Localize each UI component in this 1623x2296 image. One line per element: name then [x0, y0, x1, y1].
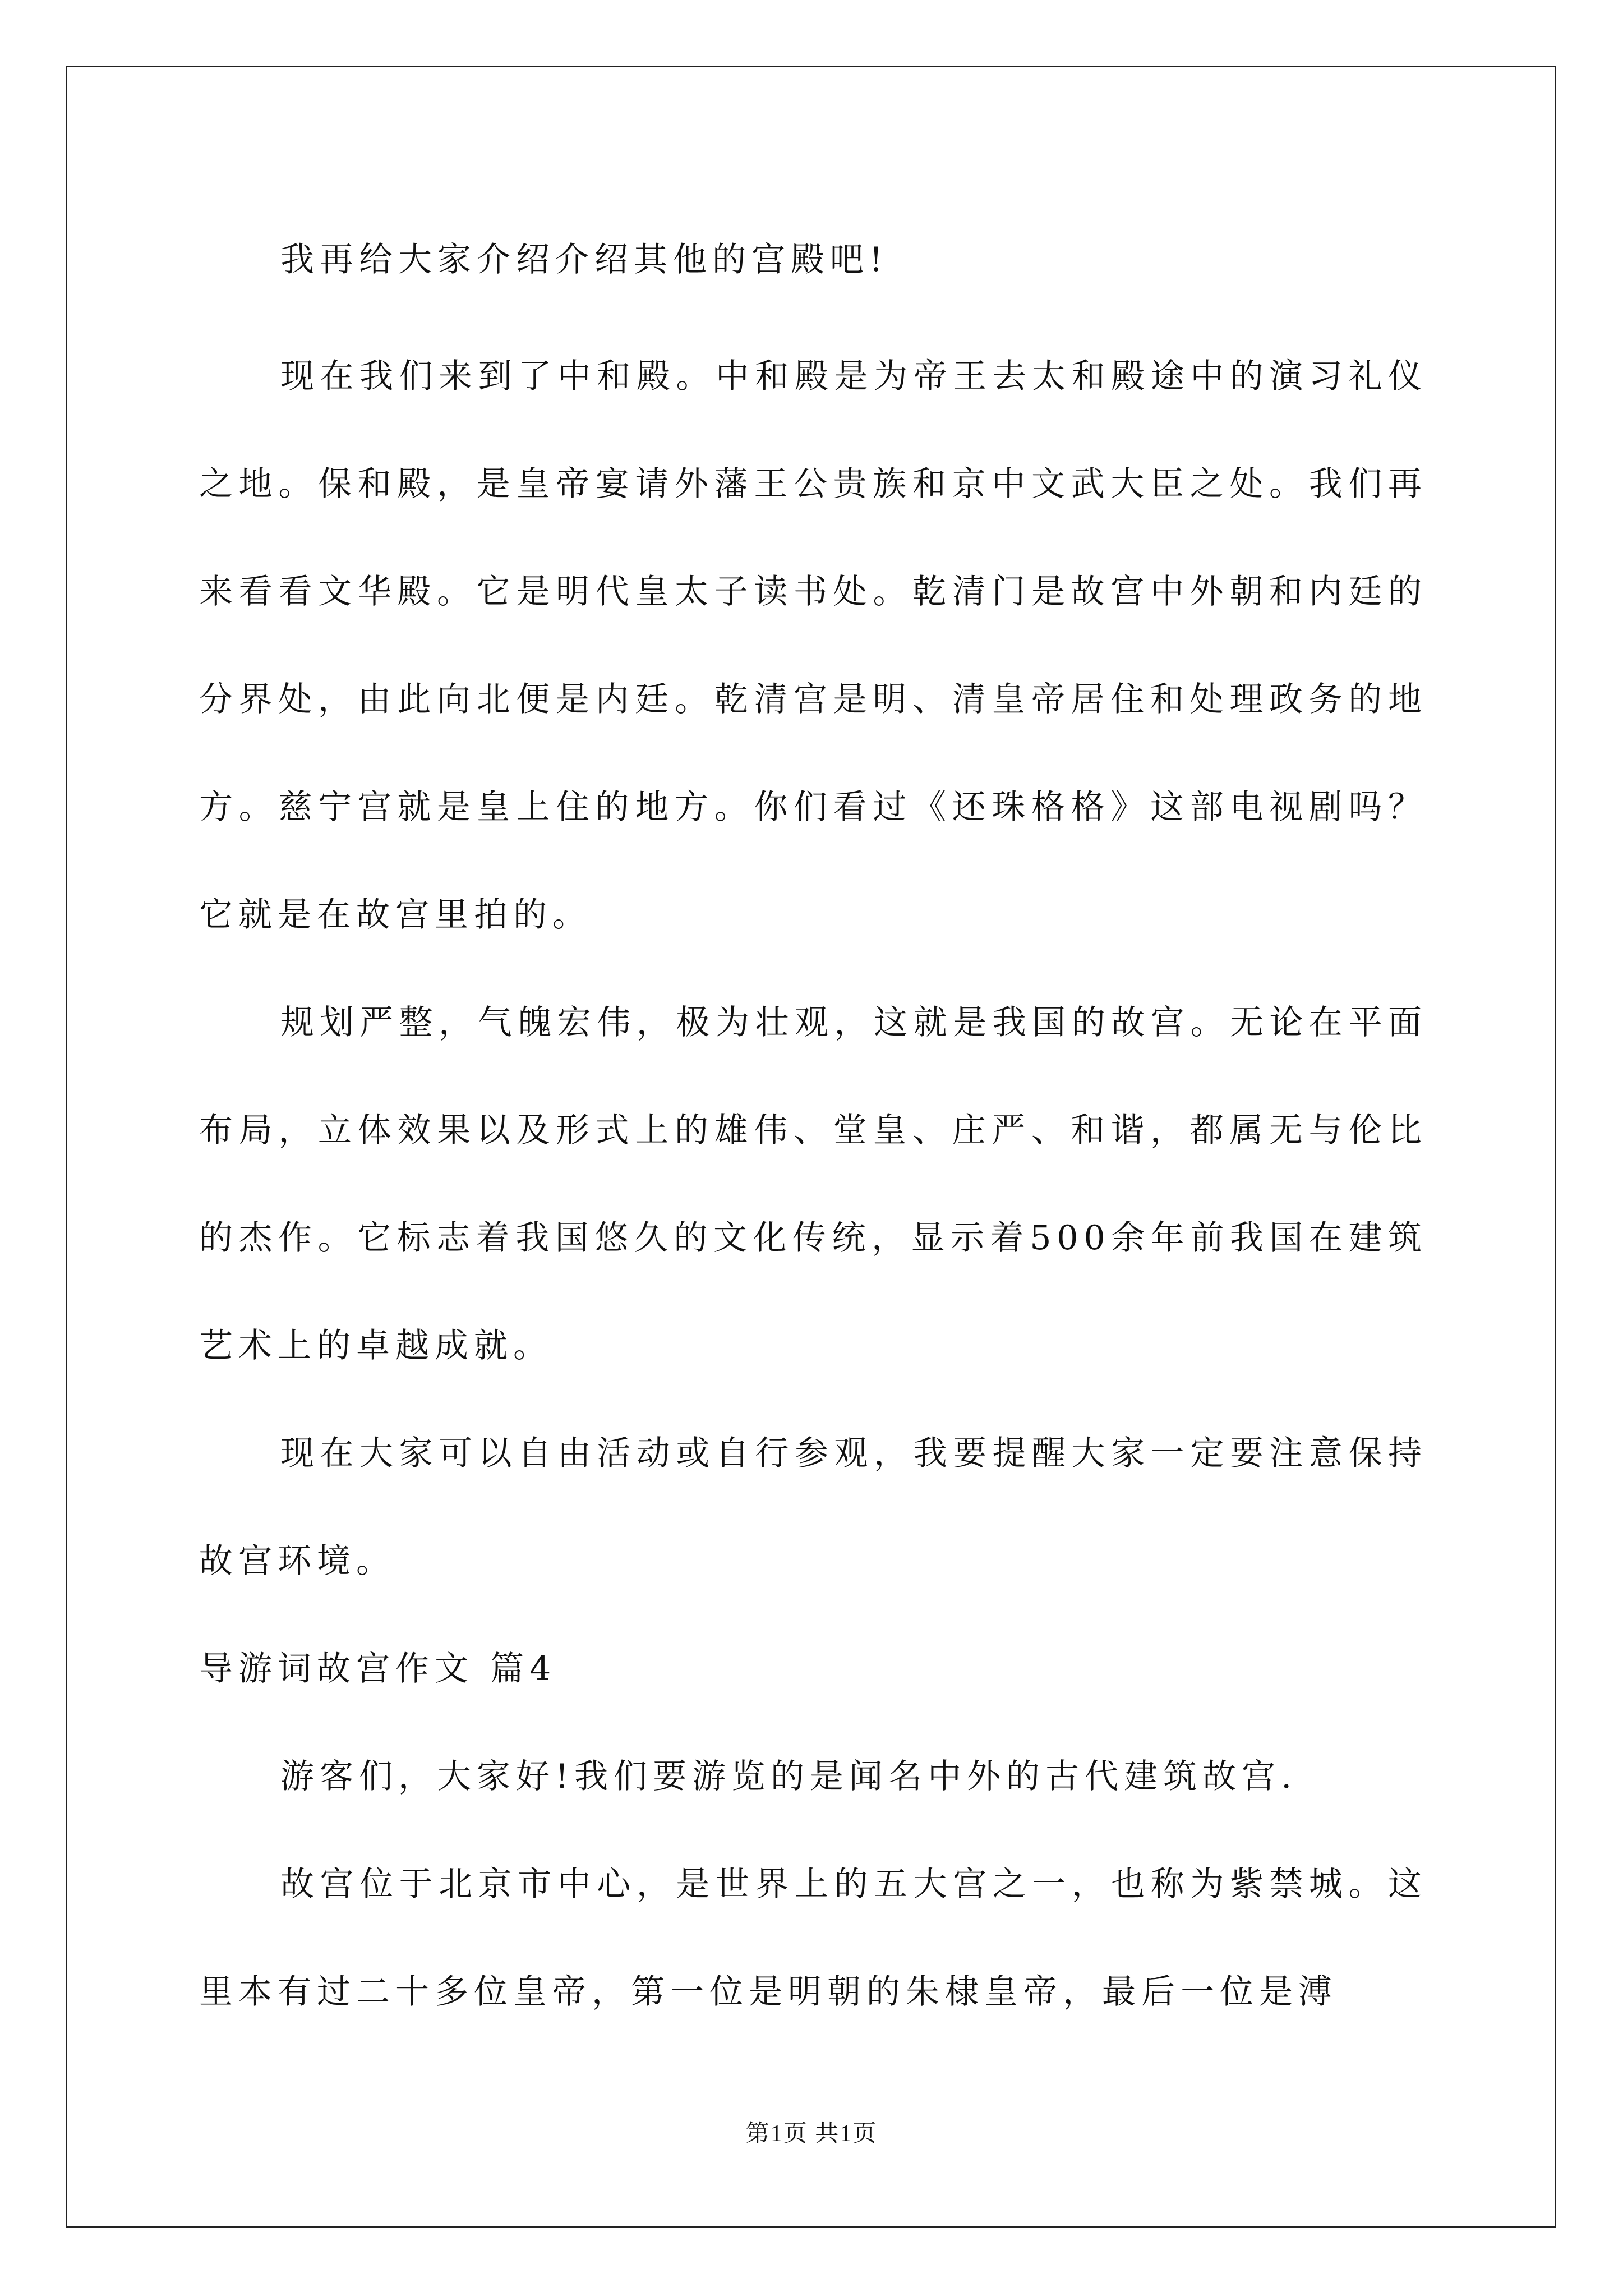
page-footer: 第1页 共1页 [745, 2121, 878, 2147]
paragraph: 游客们，大家好!我们要游览的是闻名中外的古代建筑故宫. [280, 1757, 1298, 1796]
document-body [199, 215, 1427, 2046]
paragraph: 现在大家可以自由活动或自行参观，我要提醒大家一定要注意保持故宫环境。 [199, 1434, 1427, 1581]
paragraph: 规划严整，气魄宏伟，极为壮观，这就是我国的故宫。无论在平面布局，立体效果以及形式上的雄伟、堂皇、庄严、和谐，都属无与伦比的杰作。它标志着我国悠久的文化传统，显示着500余年前我国在建筑艺术上的卓越成就。 [199, 1003, 1427, 1365]
paragraph: 故宫位于北京市中心，是世界上的五大宫之一，也称为紫禁城。这里本有过二十多位皇帝，第一位是明朝的朱棣皇帝，最后一位是溥 [199, 1865, 1427, 2012]
section-heading: 导游词故宫作文 篇4 [199, 1649, 557, 1688]
paragraph: 我再给大家介绍介绍其他的宫殿吧! [280, 240, 889, 279]
paragraph: 现在我们来到了中和殿。中和殿是为帝王去太和殿途中的演习礼仪之地。保和殿，是皇帝宴请外藩王公贵族和京中文武大臣之处。我们再来看看文华殿。它是明代皇太子读书处。乾清门是故宫中外朝和内廷的分界处，由此向北便是内廷。乾清宫是明、清皇帝居住和处理政务的地方。慈宁宫就是皇上住的地方。你们看过《还珠格格》这部电视剧吗？它就是在故宫里拍的。 [199, 357, 1427, 935]
